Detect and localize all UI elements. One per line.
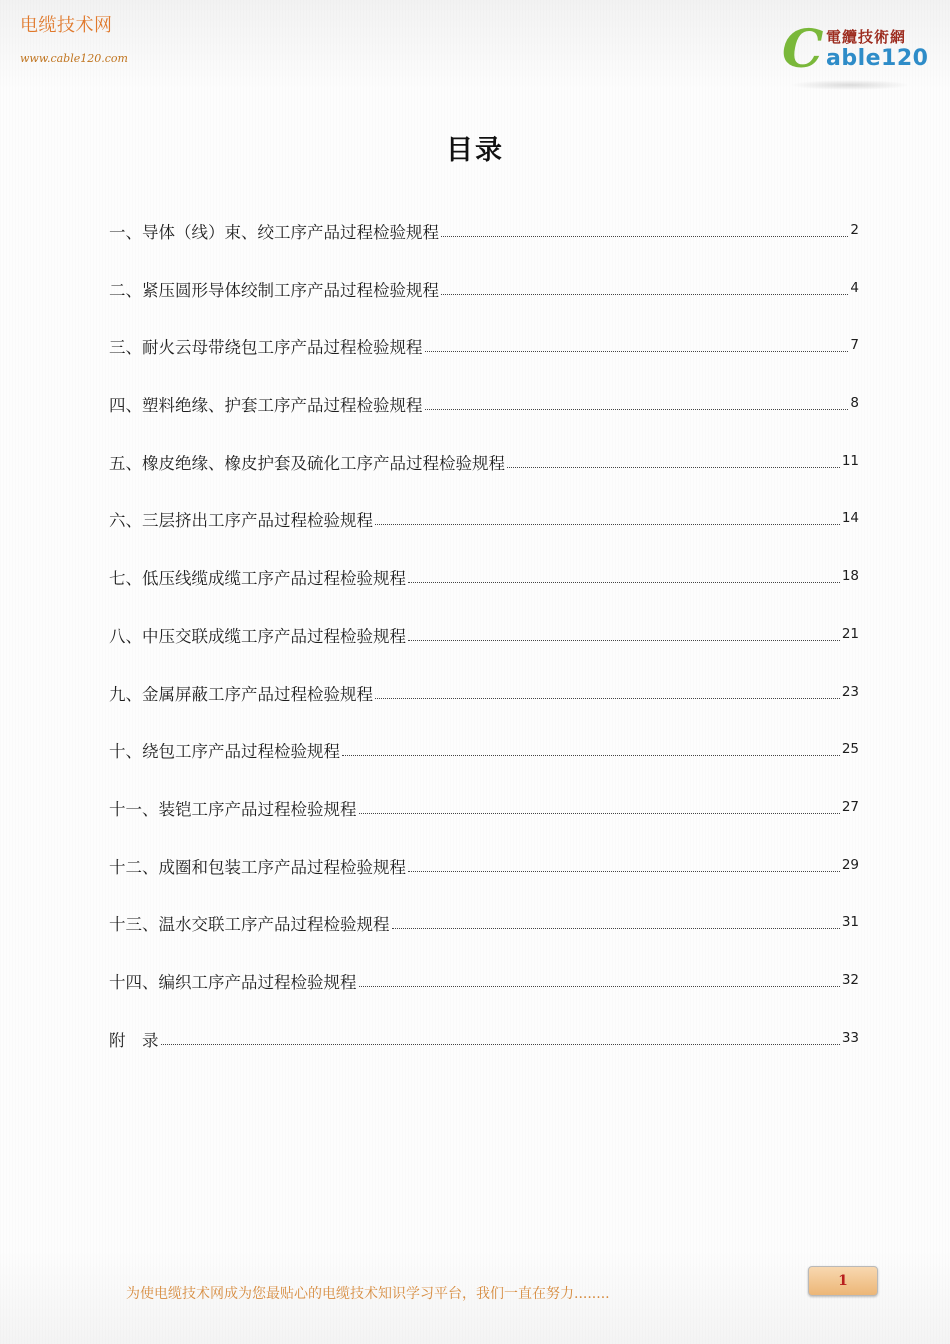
toc-entry-label: 二、紧压圆形导体绞制工序产品过程检验规程 [109,280,439,300]
toc-entry[interactable] [109,911,859,969]
toc-entry-page: 32 [841,971,859,988]
toc-entry-page: 33 [841,1029,859,1046]
toc-entry[interactable] [109,738,859,796]
toc-leader-dots [161,1027,840,1045]
toc-leader-dots [425,392,849,410]
toc-leader-dots [441,219,848,237]
toc-entry[interactable] [109,681,859,739]
toc-entry-page: 14 [841,510,859,527]
toc-entry[interactable] [109,450,859,508]
toc-leader-dots [408,565,840,583]
toc-entry[interactable] [109,969,859,1027]
toc-entry-page: 8 [850,395,859,412]
table-of-contents [109,219,859,1084]
toc-entry-label: 十三、温水交联工序产品过程检验规程 [109,915,390,935]
toc-title: 目录 [446,135,504,166]
toc-entry-label: 五、橡皮绝缘、橡皮护套及硫化工序产品过程检验规程 [109,453,505,473]
toc-entry-page: 4 [850,279,859,296]
toc-entry-label: 十四、编织工序产品过程检验规程 [109,972,357,992]
toc-entry-page: 2 [850,222,859,238]
toc-entry-label: 九、金属屏蔽工序产品过程检验规程 [109,684,373,704]
toc-entry[interactable] [109,565,859,623]
toc-entry-label: 四、塑料绝缘、护套工序产品过程检验规程 [109,396,423,416]
toc-leader-dots [392,911,840,929]
toc-entry[interactable] [109,854,859,912]
toc-entry-page: 31 [841,914,859,931]
toc-entry-page: 27 [841,798,859,815]
toc-entry[interactable] [109,623,859,681]
footer-slogan: 为使电缆技术网成为您最贴心的电缆技术知识学习平台，我们一直在努力........ [126,1286,610,1302]
toc-leader-dots [375,681,840,699]
toc-entry-page: 7 [850,337,859,354]
toc-leader-dots [507,450,840,468]
toc-entry-label: 七、低压线缆成缆工序产品过程检验规程 [109,569,406,589]
page-number-badge: 1 [808,1266,878,1296]
toc-entry[interactable] [109,219,859,277]
toc-leader-dots [408,623,840,641]
toc-entry-label: 六、三层挤出工序产品过程检验规程 [109,511,373,531]
toc-entry[interactable] [109,392,859,450]
toc-entry[interactable] [109,507,859,565]
toc-entry-page: 29 [841,856,859,873]
toc-leader-dots [375,507,840,525]
logo-english-text: able120 [826,46,929,71]
toc-leader-dots [359,969,840,987]
logo-chinese-text: 電纜技術網 [826,28,907,46]
toc-entry-page: 11 [841,452,859,469]
site-logo [782,19,929,94]
logo-shadow [790,80,910,90]
toc-leader-dots [359,796,840,814]
toc-entry-label: 十二、成圈和包装工序产品过程检验规程 [109,857,406,877]
toc-entry[interactable] [109,277,859,335]
toc-entry[interactable] [109,334,859,392]
toc-entry[interactable] [109,796,859,854]
toc-leader-dots [425,334,849,352]
toc-entry-label: 附 录 [109,1030,159,1050]
toc-entry-label: 十一、装铠工序产品过程检验规程 [109,799,357,819]
toc-leader-dots [441,277,848,295]
logo-e-glyph: C [782,19,824,80]
toc-entry-label: 十、绕包工序产品过程检验规程 [109,742,340,762]
toc-entry-page: 18 [841,568,859,585]
toc-entry-label: 一、导体（线）束、绞工序产品过程检验规程 [109,223,439,242]
toc-entry-label: 八、中压交联成缆工序产品过程检验规程 [109,626,406,646]
toc-entry-page: 21 [841,625,859,642]
site-url: www.cable120.com [20,52,128,65]
toc-entry-page: 23 [841,683,859,700]
toc-entry-label: 三、耐火云母带绕包工序产品过程检验规程 [109,338,423,358]
toc-entry[interactable] [109,1027,859,1085]
toc-entry-page: 25 [841,741,859,758]
site-name: 电缆技术网 [20,15,113,36]
toc-leader-dots [408,854,840,872]
toc-leader-dots [342,738,840,756]
